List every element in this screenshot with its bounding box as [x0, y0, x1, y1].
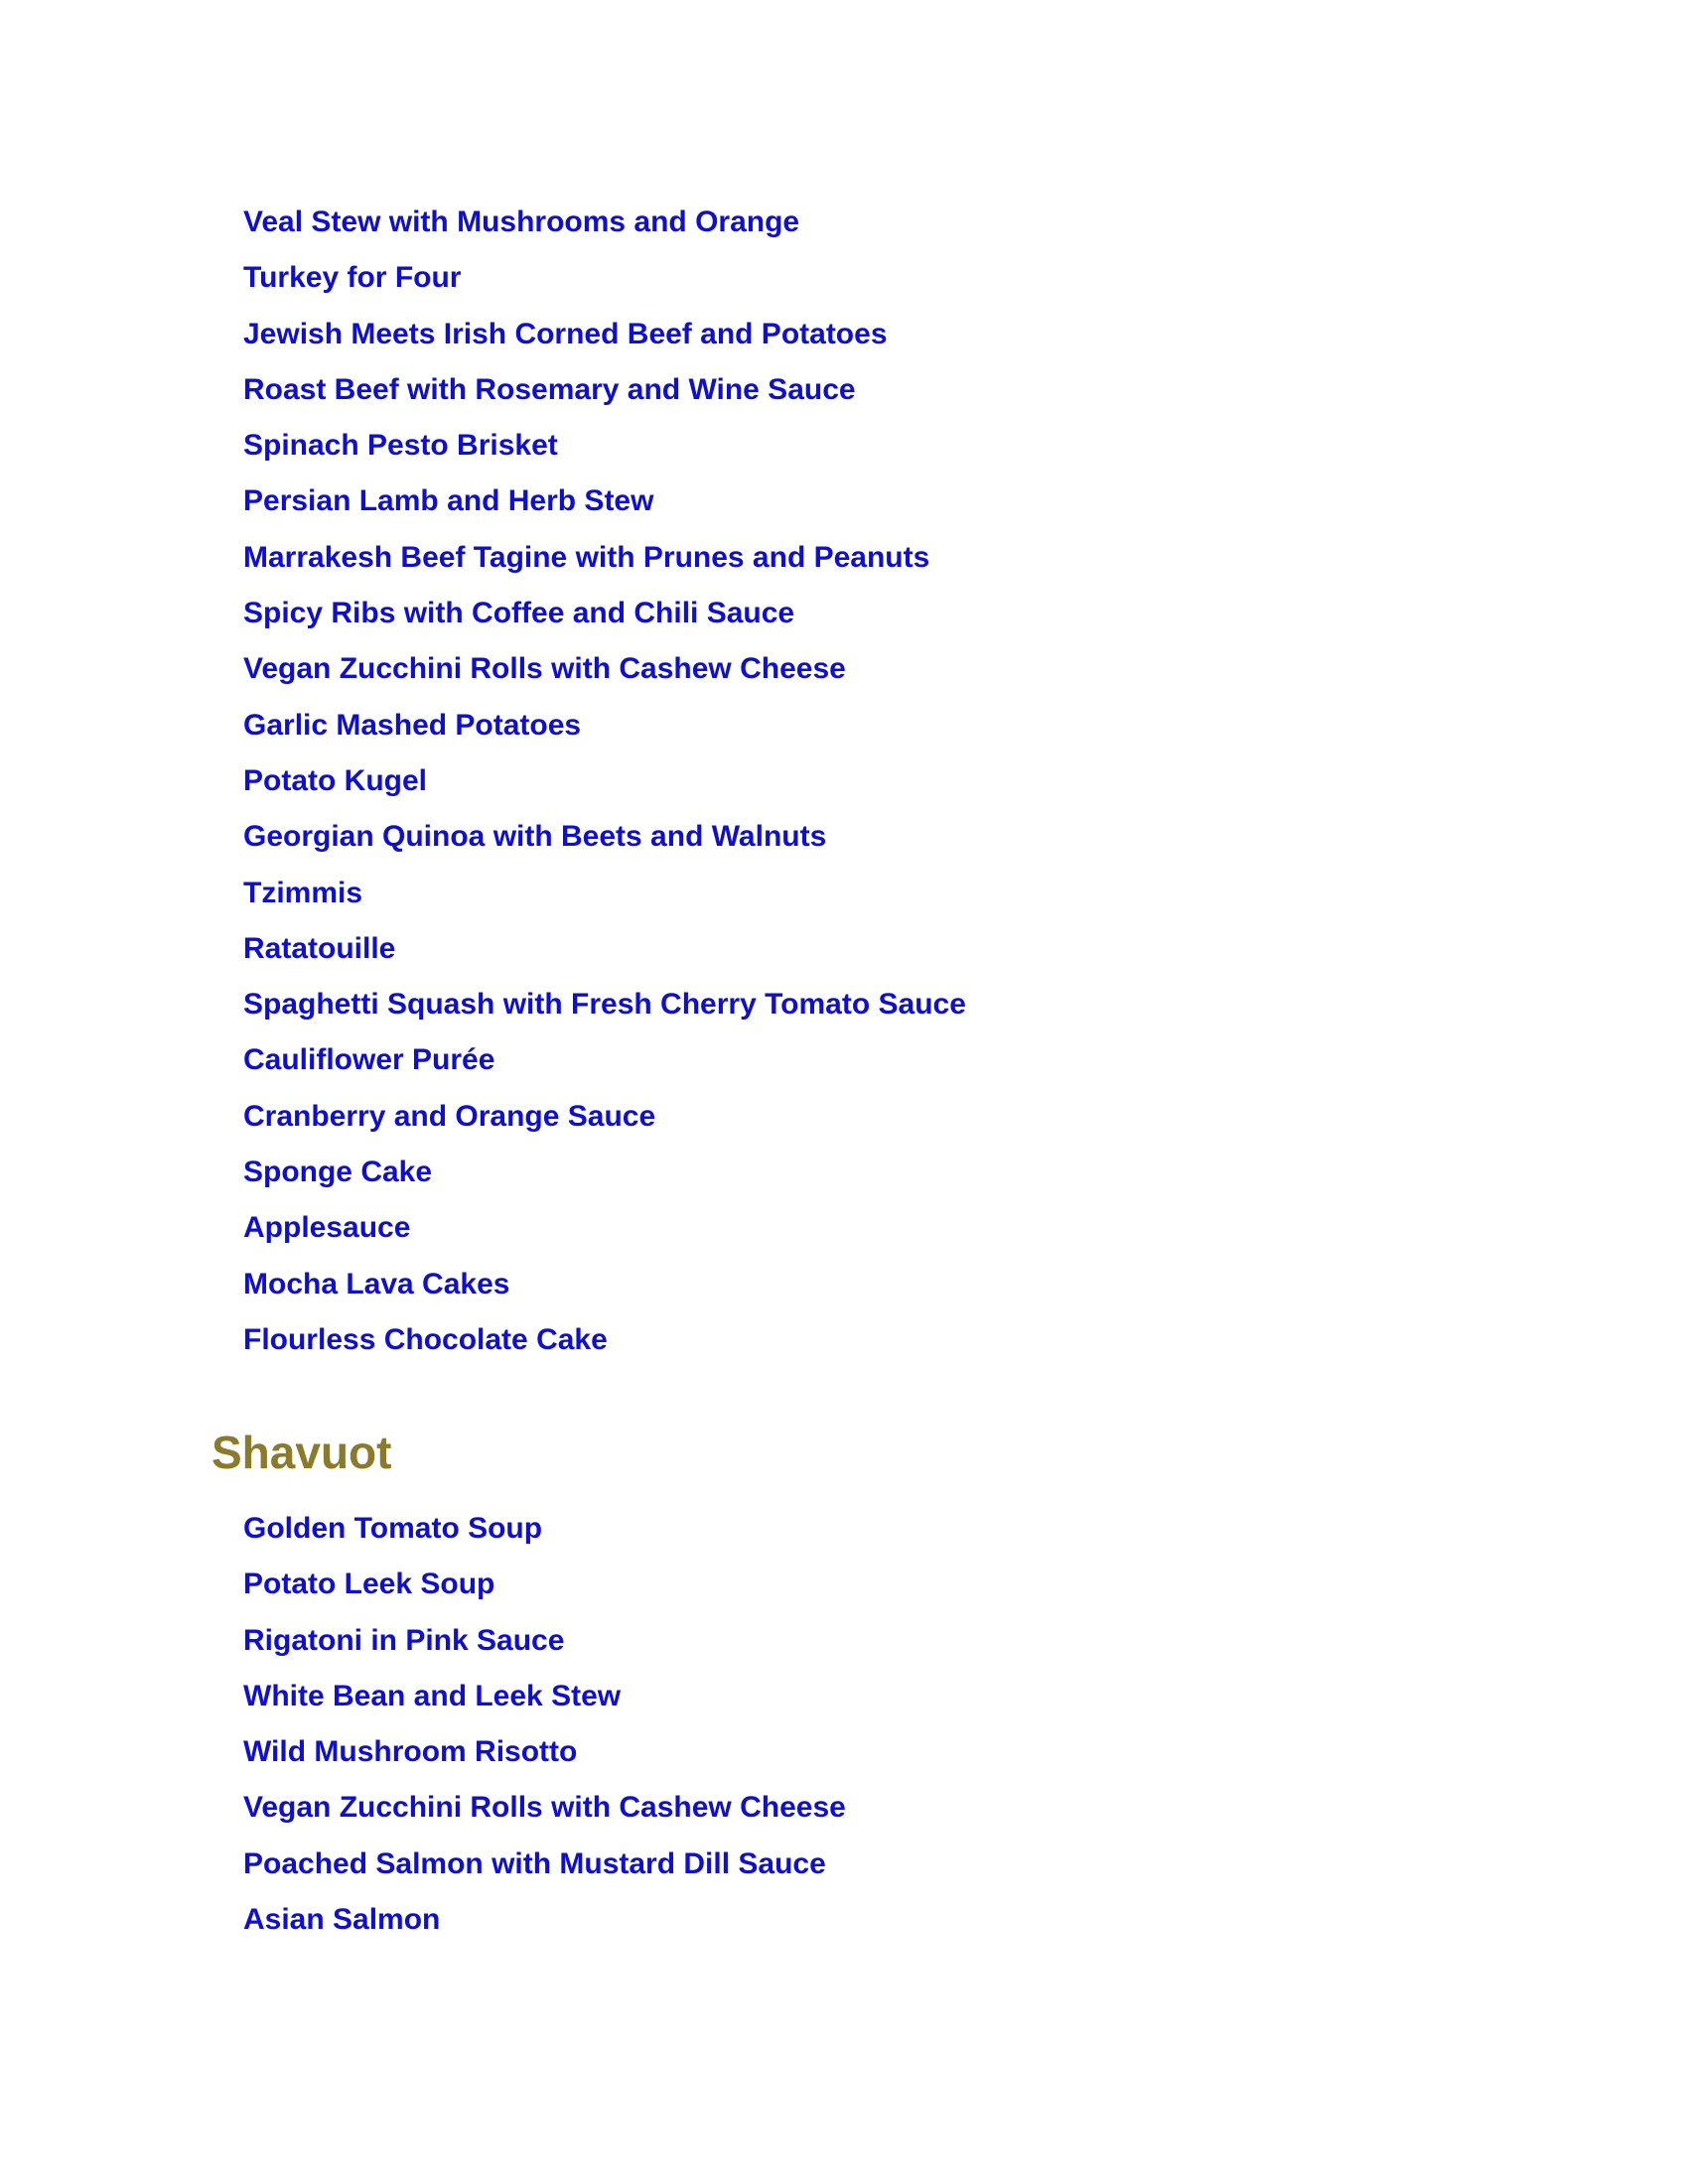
list-item: [243, 1613, 846, 1669]
recipe-link[interactable]: Rigatoni in Pink Sauce: [243, 1623, 565, 1657]
recipe-link[interactable]: Jewish Meets Irish Corned Beef and Potatoes: [243, 317, 888, 350]
recipe-link[interactable]: Spinach Pesto Brisket: [243, 429, 558, 463]
recipe-link[interactable]: Cranberry and Orange Sauce: [243, 1099, 656, 1133]
recipe-link[interactable]: Vegan Zucchini Rolls with Cashew Cheese: [243, 652, 846, 686]
list-item: [243, 1837, 846, 1892]
list-item: [243, 195, 966, 250]
recipe-link[interactable]: Spicy Ribs with Coffee and Chili Sauce: [243, 597, 795, 630]
list-item: [243, 1145, 966, 1200]
list-item: [243, 250, 966, 306]
recipe-link[interactable]: Poached Salmon with Mustard Dill Sauce: [243, 1846, 826, 1880]
list-item: [243, 641, 966, 697]
recipe-link[interactable]: Garlic Mashed Potatoes: [243, 708, 582, 742]
list-item: [243, 1724, 846, 1780]
list-item: [243, 362, 966, 418]
recipe-link[interactable]: Georgian Quinoa with Beets and Walnuts: [243, 820, 827, 854]
list-item: [243, 586, 966, 641]
recipe-link[interactable]: Vegan Zucchini Rolls with Cashew Cheese: [243, 1791, 846, 1825]
recipe-link[interactable]: White Bean and Leek Stew: [243, 1679, 622, 1712]
recipe-link[interactable]: Potato Kugel: [243, 763, 427, 797]
list-item: [243, 698, 966, 753]
list-item: [243, 1501, 846, 1557]
list-item: [243, 1257, 966, 1312]
recipe-list-previous-section: [243, 195, 966, 1368]
list-item: [243, 1089, 966, 1145]
recipe-link[interactable]: Veal Stew with Mushrooms and Orange: [243, 205, 800, 238]
recipe-link[interactable]: Potato Leek Soup: [243, 1568, 495, 1601]
list-item: [243, 977, 966, 1032]
recipe-link[interactable]: Sponge Cake: [243, 1156, 433, 1189]
list-item: [243, 1312, 966, 1368]
recipe-link[interactable]: Tzimmis: [243, 876, 363, 909]
recipe-link[interactable]: Marrakesh Beef Tagine with Prunes and Peanuts: [243, 540, 930, 574]
recipe-link[interactable]: Ratatouille: [243, 931, 396, 965]
list-item: [243, 921, 966, 977]
recipe-link[interactable]: Mocha Lava Cakes: [243, 1267, 510, 1300]
section-heading-shavuot: Shavuot: [211, 1427, 392, 1478]
list-item: [243, 307, 966, 362]
recipe-link[interactable]: Turkey for Four: [243, 261, 462, 295]
recipe-link[interactable]: Asian Salmon: [243, 1903, 441, 1937]
list-item: [243, 474, 966, 529]
list-item: [243, 1892, 846, 1948]
recipe-link[interactable]: Cauliflower Purée: [243, 1043, 495, 1077]
list-item: [243, 530, 966, 586]
list-item: [243, 1780, 846, 1836]
recipe-link[interactable]: Applesauce: [243, 1211, 411, 1245]
recipe-link[interactable]: Wild Mushroom Risotto: [243, 1735, 578, 1769]
list-item: [243, 753, 966, 809]
list-item: [243, 1032, 966, 1088]
list-item: [243, 418, 966, 474]
recipe-link[interactable]: Spaghetti Squash with Fresh Cherry Tomato Sauce: [243, 988, 966, 1022]
recipe-link[interactable]: Roast Beef with Rosemary and Wine Sauce: [243, 372, 856, 406]
list-item: [243, 866, 966, 921]
list-item: [243, 1669, 846, 1724]
recipe-link[interactable]: Flourless Chocolate Cake: [243, 1322, 608, 1356]
list-item: [243, 1200, 966, 1256]
recipe-link[interactable]: Golden Tomato Soup: [243, 1512, 543, 1545]
list-item: [243, 809, 966, 865]
recipe-link[interactable]: Persian Lamb and Herb Stew: [243, 484, 654, 518]
recipe-list-shavuot: [243, 1501, 846, 1948]
list-item: [243, 1557, 846, 1612]
